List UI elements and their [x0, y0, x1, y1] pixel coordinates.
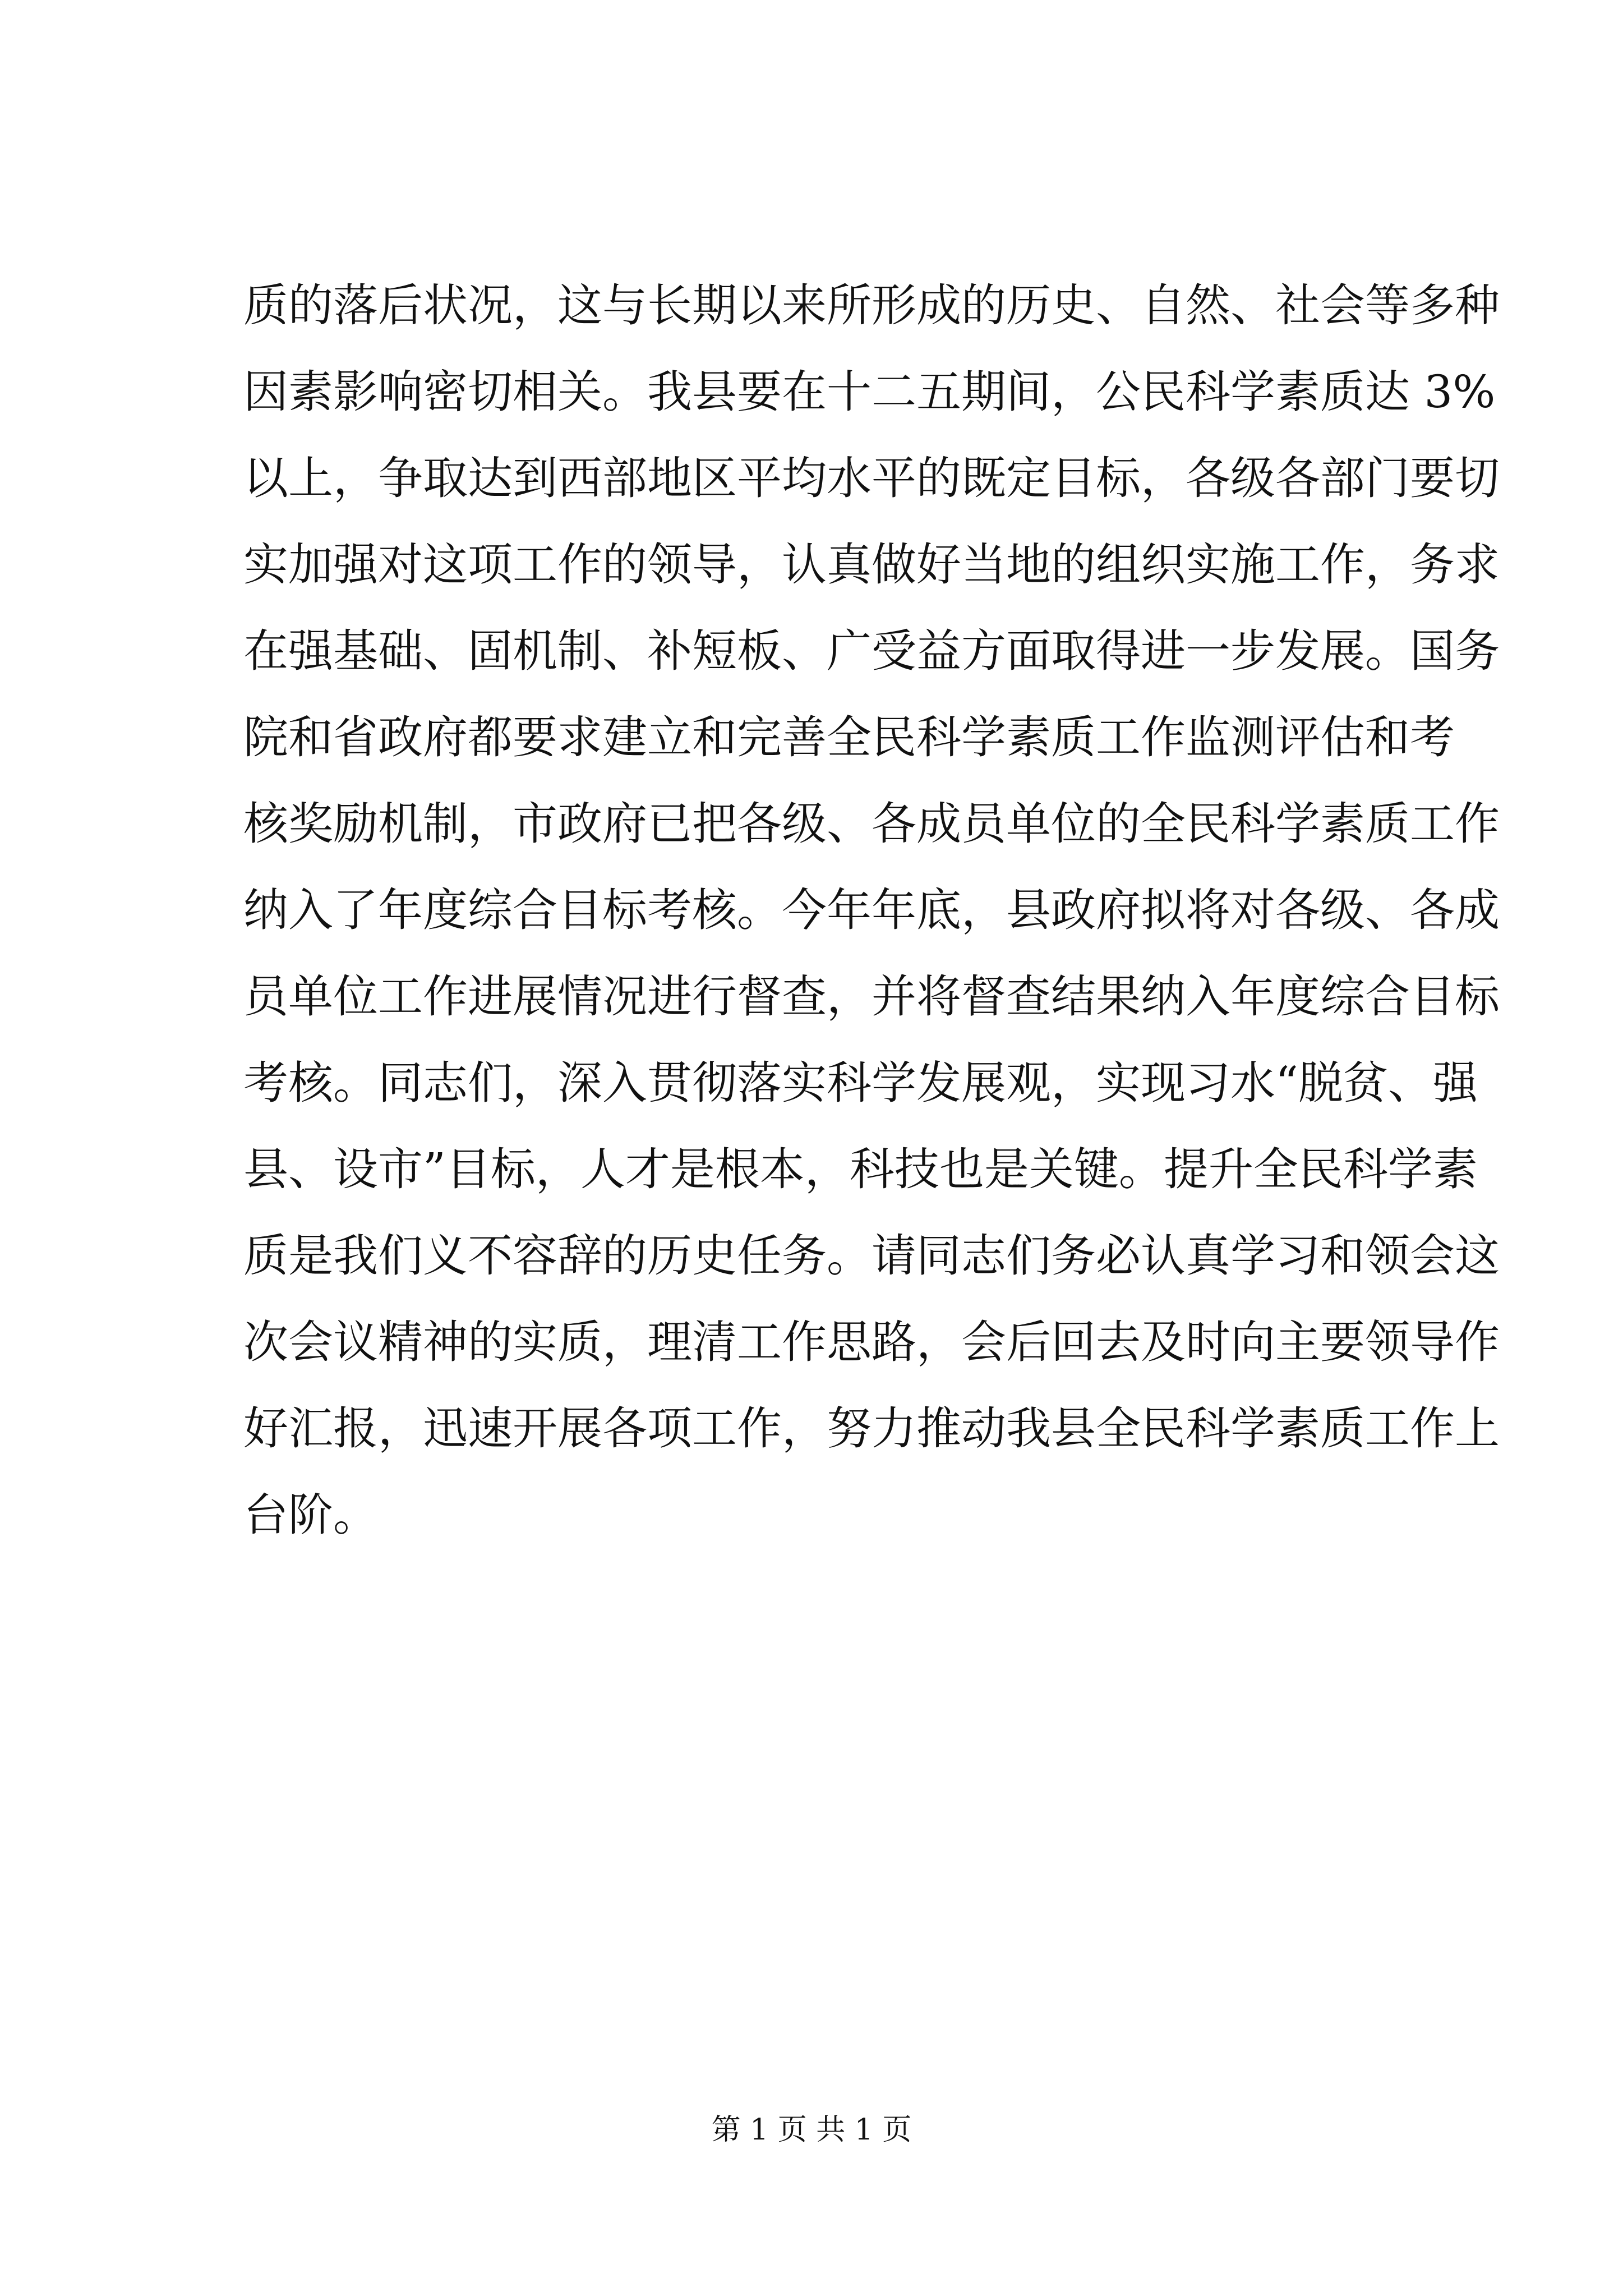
text-line: 核奖励机制，市政府已把各级、各成员单位的全民科学素质工作 [243, 798, 1500, 850]
text-line: 质的落后状况，这与长期以来所形成的历史、自然、社会等多种 [243, 279, 1500, 332]
text-line: 院和省政府都要求建立和完善全民科学素质工作监测评估和考 [243, 711, 1455, 763]
text-line: 县、设市”目标，人才是根本，科技也是关键。提升全民科学素 [243, 1143, 1478, 1195]
text-line: 考核。同志们，深入贯彻落实科学发展观，实现习水“脱贫、强 [243, 1057, 1478, 1109]
body-paragraph [243, 263, 1500, 1558]
text-line: 好汇报，迅速开展各项工作，努力推动我县全民科学素质工作上 [243, 1402, 1500, 1455]
text-line: 次会议精神的实质，理清工作思路，会后回去及时向主要领导作 [243, 1316, 1500, 1368]
text-line: 员单位工作进展情况进行督查，并将督查结果纳入年度综合目标 [243, 970, 1500, 1023]
text-line: 纳入了年度综合目标考核。今年年底，县政府拟将对各级、各成 [243, 884, 1500, 936]
text-line: 台阶。 [243, 1489, 378, 1541]
text-line: 质是我们义不容辞的历史任务。请同志们务必认真学习和领会这 [243, 1230, 1500, 1282]
text-line: 在强基础、固机制、补短板、广受益方面取得进一步发展。国务 [243, 625, 1500, 677]
page-number: 第 1 页 共 1 页 [711, 2113, 912, 2147]
page-footer [0, 2110, 1623, 2150]
text-line: 以上，争取达到西部地区平均水平的既定目标，各级各部门要切 [243, 452, 1500, 504]
text-line: 实加强对这项工作的领导，认真做好当地的组织实施工作，务求 [243, 539, 1500, 591]
text-line: 因素影响密切相关。我县要在十二五期间，公民科学素质达 3% [243, 366, 1496, 418]
